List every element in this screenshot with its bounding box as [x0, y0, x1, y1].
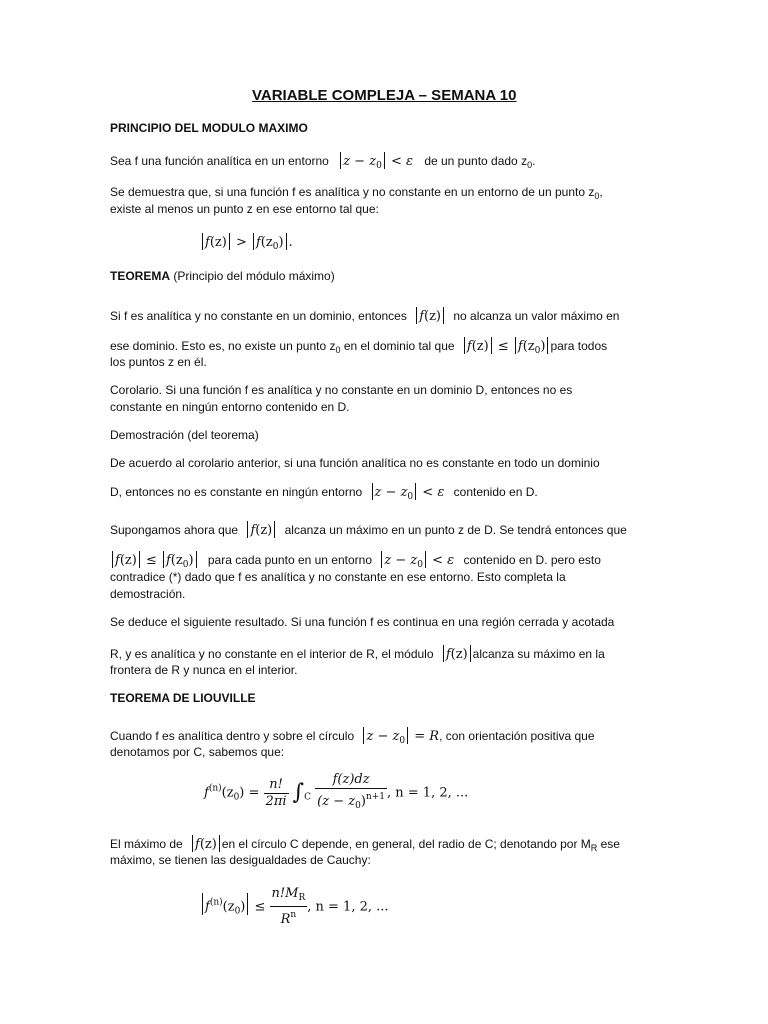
formula-modulus-f-4: f(z)	[190, 837, 222, 852]
paragraph-7-line-2: denotamos por C, sabemos que:	[110, 745, 285, 759]
p1-text: Sea f una función analítica en un entorno	[110, 154, 329, 168]
formula-disk: $z - z_0 < \varepsilon$	[338, 154, 413, 169]
paragraph-3-line-1: Si f es analítica y no constante en un dominio, entonces f(z) no alcanza un valor máximo en	[110, 309, 620, 324]
section-heading-liouville: TEOREMA DE LIOUVILLE	[110, 691, 256, 705]
page-title: VARIABLE COMPLEJA – SEMANA 10	[252, 87, 517, 104]
formula-modulus-f-2: f(z)	[245, 523, 277, 538]
paragraph-2-line-1: Se demuestra que, si una función f es analítica y no constante en un entorno de un punto $z_0$,	[110, 185, 603, 201]
paragraph-8-line-1: El máximo de f(z) en el círculo C depende, en general, del radio de C; denotando por $M_R$ ese	[110, 837, 620, 853]
proof-heading: Demostración (del teorema)	[110, 428, 259, 442]
paragraph-8-line-2: máximo, se tienen las desigualdades de Cauchy:	[110, 853, 371, 867]
corollary-line-1: Corolario. Si una función f es analítica y no constante en un dominio D, entonces no es	[110, 383, 573, 397]
paragraph-3-line-2: ese dominio. Esto es, no existe un punto $z_0$ en el dominio tal que $f(z) \le f(z_0)$ para todos	[110, 339, 608, 356]
corollary-line-2: constante en ningún entorno contenido en D.	[110, 400, 350, 414]
formula-cauchy-inequality: $f^{(n)}(z_0)$ ≤ $\frac{n!M_R}{R^n}$ , n = 1, 2, ...	[200, 886, 389, 928]
formula-modulus-f: f(z)	[414, 309, 446, 324]
section-heading-modulo-maximo: PRINCIPIO DEL MODULO MAXIMO	[110, 121, 308, 135]
paragraph-5-line-2: $f(z) \le f(z_0)$ para cada punto en un entorno $z - z_0 < \varepsilon$ contenido en D. pero esto	[110, 551, 601, 573]
formula-modulus-greater: $f(z) > f(z_0)$ .	[200, 233, 293, 255]
paragraph-5-line-4: demostración.	[110, 587, 186, 601]
paragraph-6-line-2: R, y es analítica y no constante en el interior de R, el módulo f(z) alcanza su máximo en la	[110, 647, 605, 662]
paragraph-7-line-1: Cuando f es analítica dentro y sobre el círculo $z - z_0 = R$, con orientación positiva que	[110, 729, 595, 746]
paragraph-6-line-3: frontera de R y nunca en el interior.	[110, 663, 298, 677]
paragraph-4-line-1: De acuerdo al corolario anterior, si una función analítica no es constante en todo un dominio	[110, 456, 600, 470]
paragraph-6-line-1: Se deduce el siguiente resultado. Si una función f es continua en una región cerrada y acotada	[110, 615, 615, 629]
formula-modulus-f-3: f(z)	[441, 647, 473, 662]
paragraph-2-line-2: existe al menos un punto z en ese entorno tal que:	[110, 202, 379, 216]
paragraph-4-line-2: D, entonces no es constante en ningún entorno $z - z_0 < \varepsilon$ contenido en D.	[110, 485, 538, 502]
paragraph-5-line-3: contradice (*) dado que f es analítica y no constante en ese entorno. Esto completa la	[110, 570, 566, 584]
p1-text-b: de un punto dado z	[424, 154, 528, 168]
formula-disk-3: $z - z_0 < \varepsilon$	[379, 553, 454, 568]
formula-modulus-le-2: $f(z) \le f(z_0)$	[110, 553, 199, 568]
paragraph-1: Sea f una función analítica en un entorno $z - z_0 < \varepsilon$ de un punto dado $z_0$.	[110, 154, 536, 171]
formula-modulus-le: $f(z) \le f(z_0)$	[462, 339, 551, 354]
paragraph-3-line-3: los puntos z en él.	[110, 355, 207, 369]
paragraph-5-line-1: Supongamos ahora que f(z) alcanza un máximo en un punto z de D. Se tendrá entonces que	[110, 523, 627, 538]
formula-circle: $z - z_0 = R$	[361, 729, 439, 744]
formula-disk-2: $z - z_0 < \varepsilon$	[370, 485, 445, 500]
formula-cauchy-integral: $f^{(n)}(z_0)$ = $\frac{n!}{2\pi i}$ $\int_C$ $\frac{f(z)dz}{(z - z_0)^{n+1}}$ , n = 1, 2, ...	[204, 772, 469, 811]
theorem-heading: TEOREMA (Principio del módulo máximo)	[110, 269, 335, 283]
